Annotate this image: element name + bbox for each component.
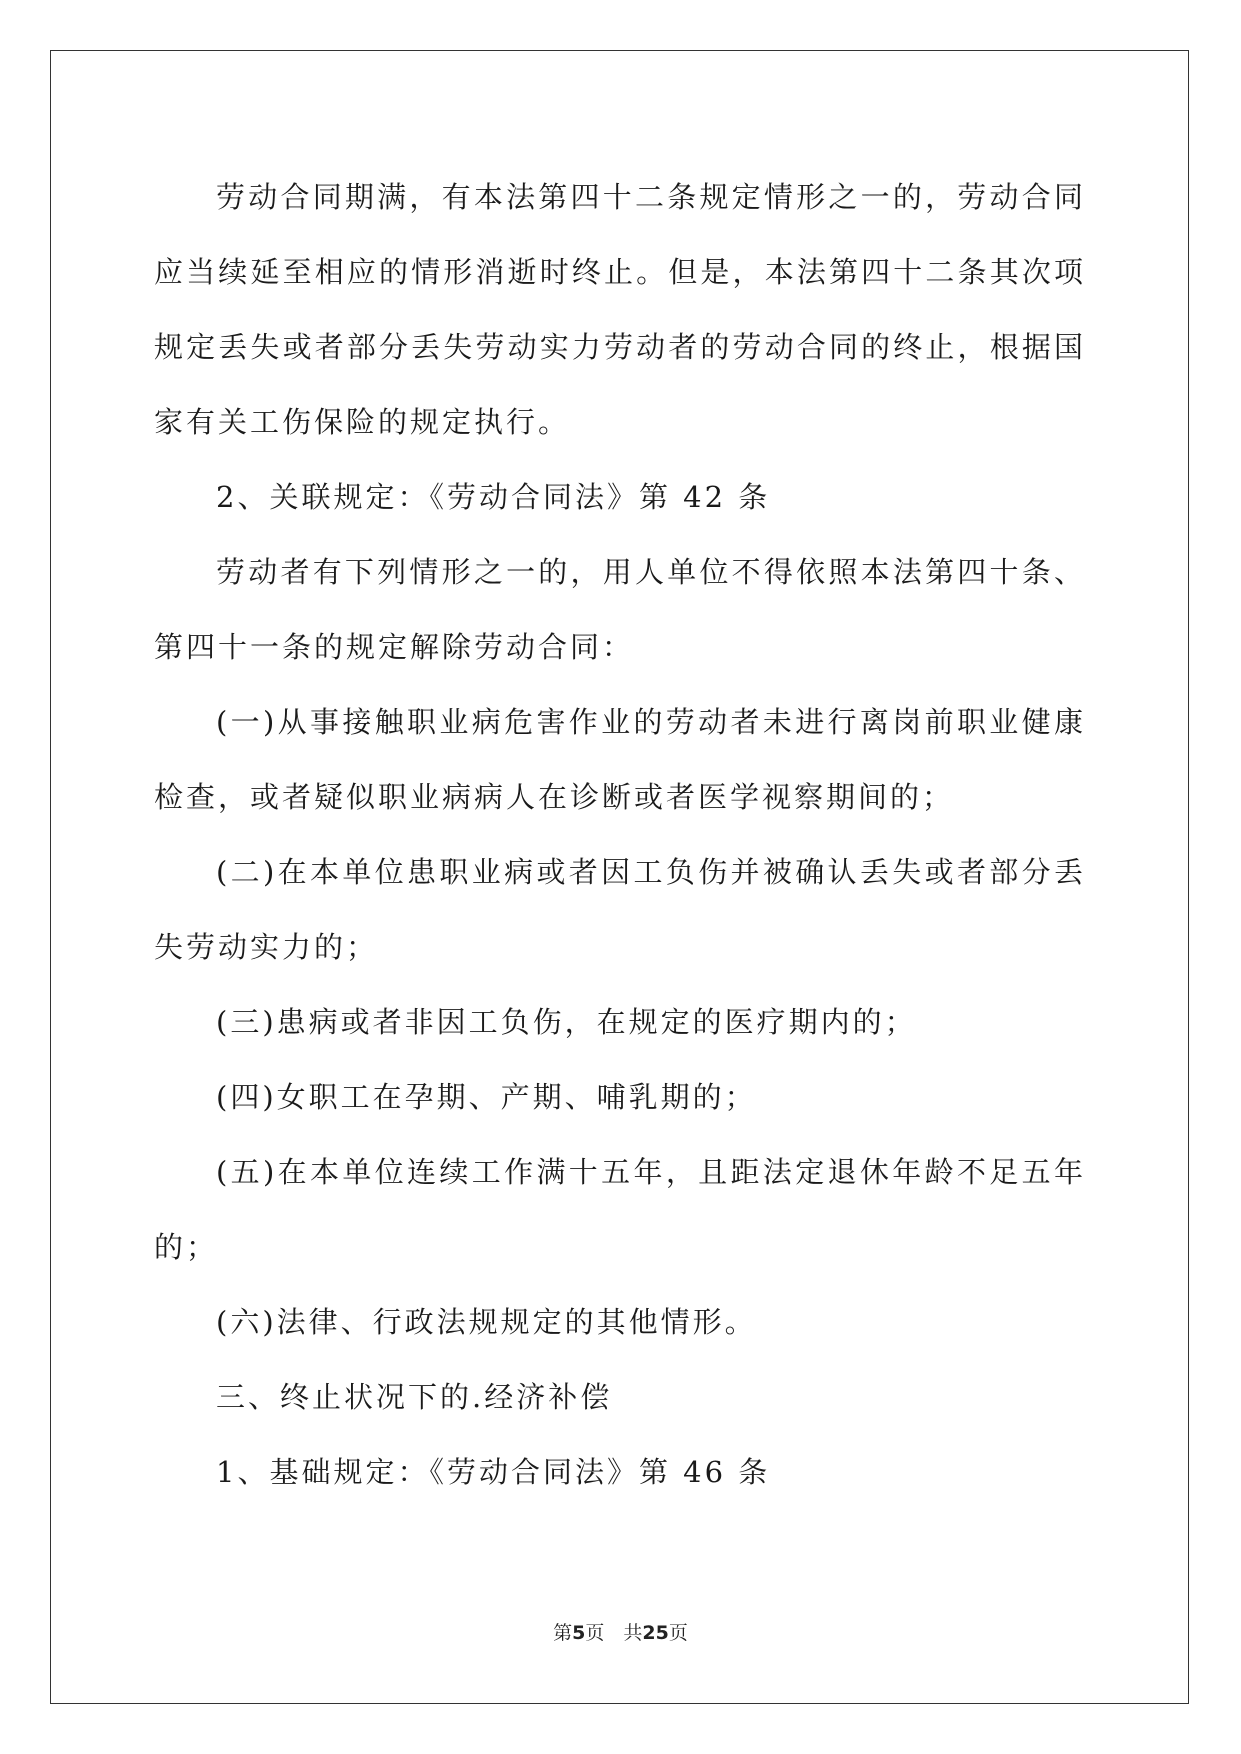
paragraph: 2、关联规定：《劳动合同法》第 42 条 (216, 480, 771, 514)
document-body (154, 160, 1086, 1510)
paragraph: 劳动者有下列情形之一的，用人单位不得依照本法第四十条、第四十一条的规定解除劳动合同： (154, 555, 1086, 664)
footer-middle: 页 共 (585, 1622, 643, 1644)
paragraph: (二)在本单位患职业病或者因工负伤并被确认丢失或者部分丢失劳动实力的； (154, 855, 1086, 964)
paragraph: (六)法律、行政法规规定的其他情形。 (216, 1305, 757, 1339)
page-footer (0, 1618, 1241, 1645)
footer-total-pages: 25 (642, 1622, 669, 1644)
footer-prefix: 第 (553, 1622, 573, 1644)
paragraph: (五)在本单位连续工作满十五年，且距法定退休年龄不足五年的； (154, 1155, 1086, 1264)
paragraph: (一)从事接触职业病危害作业的劳动者未进行离岗前职业健康检查，或者疑似职业病病人在诊断或者医学视察期间的； (154, 705, 1086, 814)
paragraph: (四)女职工在孕期、产期、哺乳期的； (216, 1080, 757, 1114)
paragraph: 劳动合同期满，有本法第四十二条规定情形之一的，劳动合同应当续延至相应的情形消逝时终止。但是，本法第四十二条其次项规定丢失或者部分丢失劳动实力劳动者的劳动合同的终止，根据国家有关工伤保险的规定执行。 (154, 180, 1086, 439)
footer-page-number: 5 (572, 1622, 586, 1644)
paragraph: (三)患病或者非因工负伤，在规定的医疗期内的； (216, 1005, 917, 1039)
paragraph: 三、终止状况下的.经济补偿 (216, 1380, 613, 1414)
paragraph: 1、基础规定：《劳动合同法》第 46 条 (216, 1455, 771, 1489)
footer-suffix: 页 (668, 1622, 688, 1644)
